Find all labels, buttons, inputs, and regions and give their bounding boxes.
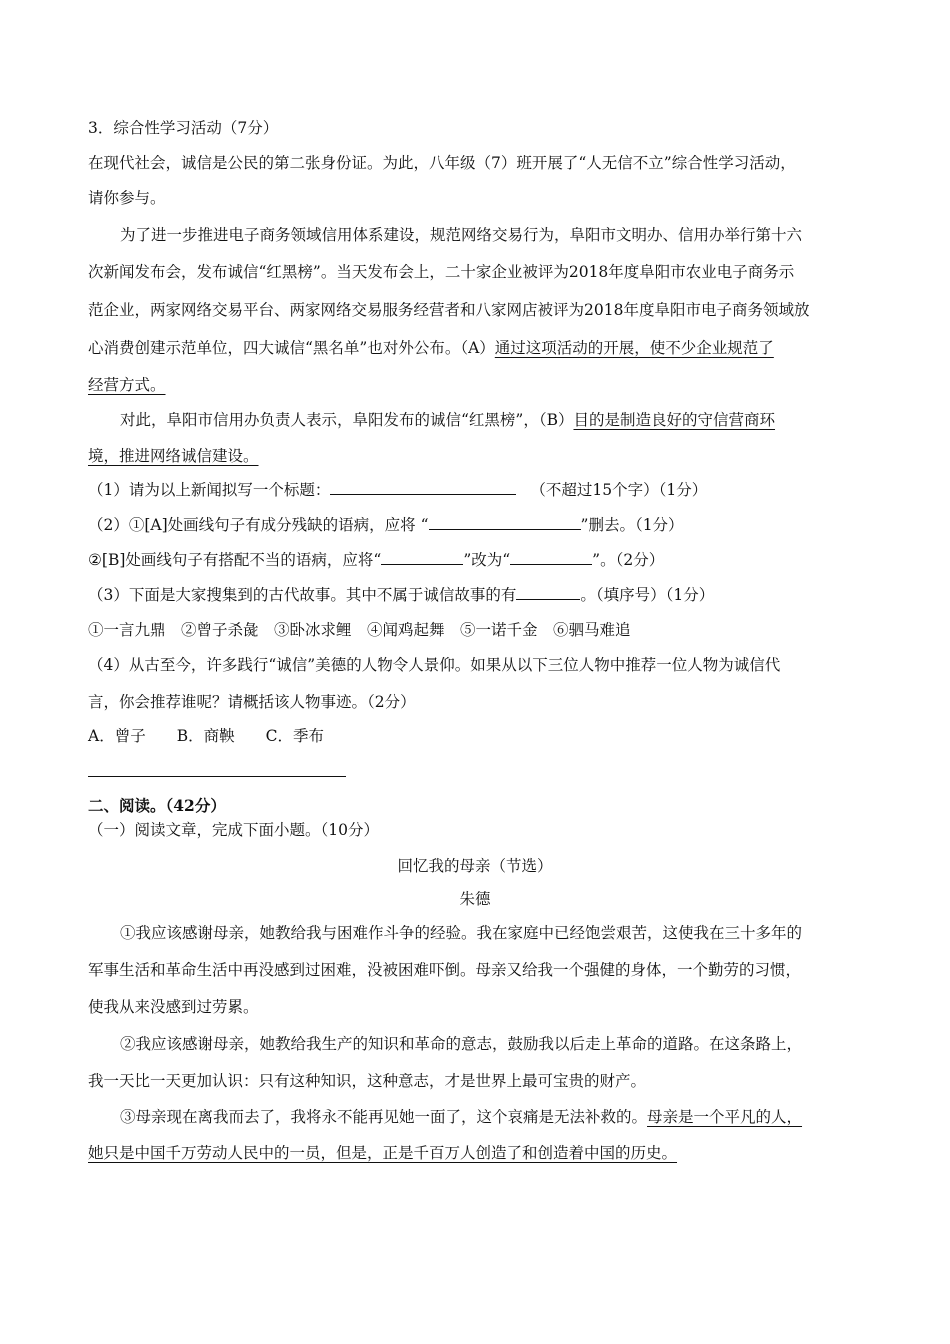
question-4-options: A．曾子 B．商鞅 C．季布	[88, 727, 324, 745]
news-p1-line1: 为了进一步推进电子商务领域信用体系建设，规范网络交易行为，阜阳市文明办、信用办举行第十六	[120, 226, 803, 244]
article-author: 朱德	[459, 890, 491, 908]
question-1-note: （不超过15个字）（1分）	[530, 481, 708, 499]
article-title: 回忆我的母亲（节选）	[397, 857, 553, 875]
article-para1-line2: 军事生活和革命生活中再没感到过困难，没被困难吓倒。母亲又给我一个强健的身体，一个勤劳的习惯，	[88, 961, 802, 979]
question-3	[88, 585, 714, 605]
news-p2-line1	[120, 410, 775, 430]
section2-subtitle: （一）阅读文章，完成下面小题。（10分）	[88, 821, 379, 839]
section2-title: 二、阅读。（42分）	[88, 796, 226, 815]
question-3-answer-blank[interactable]	[516, 585, 580, 600]
sentence-a-underlined: 通过这项活动的开展，使不少企业规范了	[494, 339, 774, 357]
article-para2-line1: ②我应该感谢母亲，她教给我生产的知识和革命的意志，鼓励我以后走上革命的道路。在这条路上，	[120, 1035, 803, 1053]
article-para3-line1	[120, 1107, 802, 1127]
section3-intro-line1: 在现代社会，诚信是公民的第二张身份证。为此，八年级（7）班开展了“人无信不立”综合性学习活动，	[88, 154, 796, 172]
news-p1-line2: 次新闻发布会，发布诚信“红黑榜”。当天发布会上，二十家企业被评为2018年度阜阳市农业电子商务示	[88, 263, 795, 281]
question-2a-prompt: （2）①[A]处画线句子有成分残缺的语病，应将 “	[88, 516, 429, 534]
question-2b-blank-from[interactable]	[381, 550, 463, 565]
article-para1-line1: ①我应该感谢母亲，她教给我与困难作斗争的经验。我在家庭中已经饱尝艰苦，这使我在三十多年的	[120, 924, 803, 942]
question-3-suffix: 。（填序号）（1分）	[580, 586, 715, 604]
question-2b-prompt: ②[B]处画线句子有搭配不当的语病，应将“	[88, 551, 382, 569]
news-p2-line1-plain: 对此，阜阳市信用办负责人表示，阜阳发布的诚信“红黑榜”，（B）	[120, 411, 574, 429]
question-2a-suffix: ”删去。（1分）	[580, 516, 684, 534]
question-2a	[88, 515, 684, 535]
sentence-b-underlined-end: 境，推进网络诚信建设。	[88, 447, 259, 465]
article-para2-line2: 我一天比一天更加认识：只有这种知识，这种意志，才是世界上最可宝贵的财产。	[88, 1072, 647, 1090]
article-para3-underlined-end: 她只是中国千万劳动人民中的一员，但是，正是千百万人创造了和创造着中国的历史。	[88, 1144, 678, 1162]
question-1	[88, 480, 707, 500]
question-2a-answer-blank[interactable]	[429, 515, 581, 530]
sentence-a-underlined-end: 经营方式。	[88, 376, 166, 394]
sentence-b-underlined: 目的是制造良好的守信营商环	[573, 411, 776, 429]
news-p1-line4	[88, 338, 774, 358]
question-2b-blank-to[interactable]	[510, 550, 592, 565]
section3-title: 3．综合性学习活动（7分）	[88, 119, 279, 137]
question-1-answer-blank[interactable]	[330, 480, 516, 495]
question-4-line2: 言，你会推荐谁呢？请概括该人物事迹。（2分）	[88, 693, 416, 711]
article-para3-underlined: 母亲是一个平凡的人，	[647, 1108, 803, 1126]
article-para3-line1-plain: ③母亲现在离我而去了，我将永不能再见她一面了，这个哀痛是无法补救的。	[120, 1108, 648, 1126]
news-p1-line4-plain: 心消费创建示范单位，四大诚信“黑名单”也对外公布。（A）	[88, 339, 495, 357]
news-p1-line3: 范企业，两家网络交易平台、两家网络交易服务经营者和八家网店被评为2018年度阜阳市电子商务领域放	[88, 301, 810, 319]
question-3-prompt: （3）下面是大家搜集到的古代故事。其中不属于诚信故事的有	[88, 586, 517, 604]
question-2b	[88, 550, 664, 570]
article-para1-line3: 使我从来没感到过劳累。	[88, 998, 259, 1016]
question-4-line1: （4）从古至今，许多践行“诚信”美德的人物令人景仰。如果从以下三位人物中推荐一位人物为诚信代	[88, 656, 781, 674]
question-3-options: ①一言九鼎 ②曾子杀彘 ③卧冰求鲤 ④闻鸡起舞 ⑤一诺千金 ⑥驷马难追	[88, 621, 631, 639]
section3-intro-line2: 请你参与。	[88, 189, 166, 207]
question-2b-suffix: ”。（2分）	[592, 551, 665, 569]
question-4-answer-line[interactable]	[88, 776, 346, 777]
question-1-prompt: （1）请为以上新闻拟写一个标题：	[88, 481, 331, 499]
question-2b-middle: ”改为“	[463, 551, 511, 569]
